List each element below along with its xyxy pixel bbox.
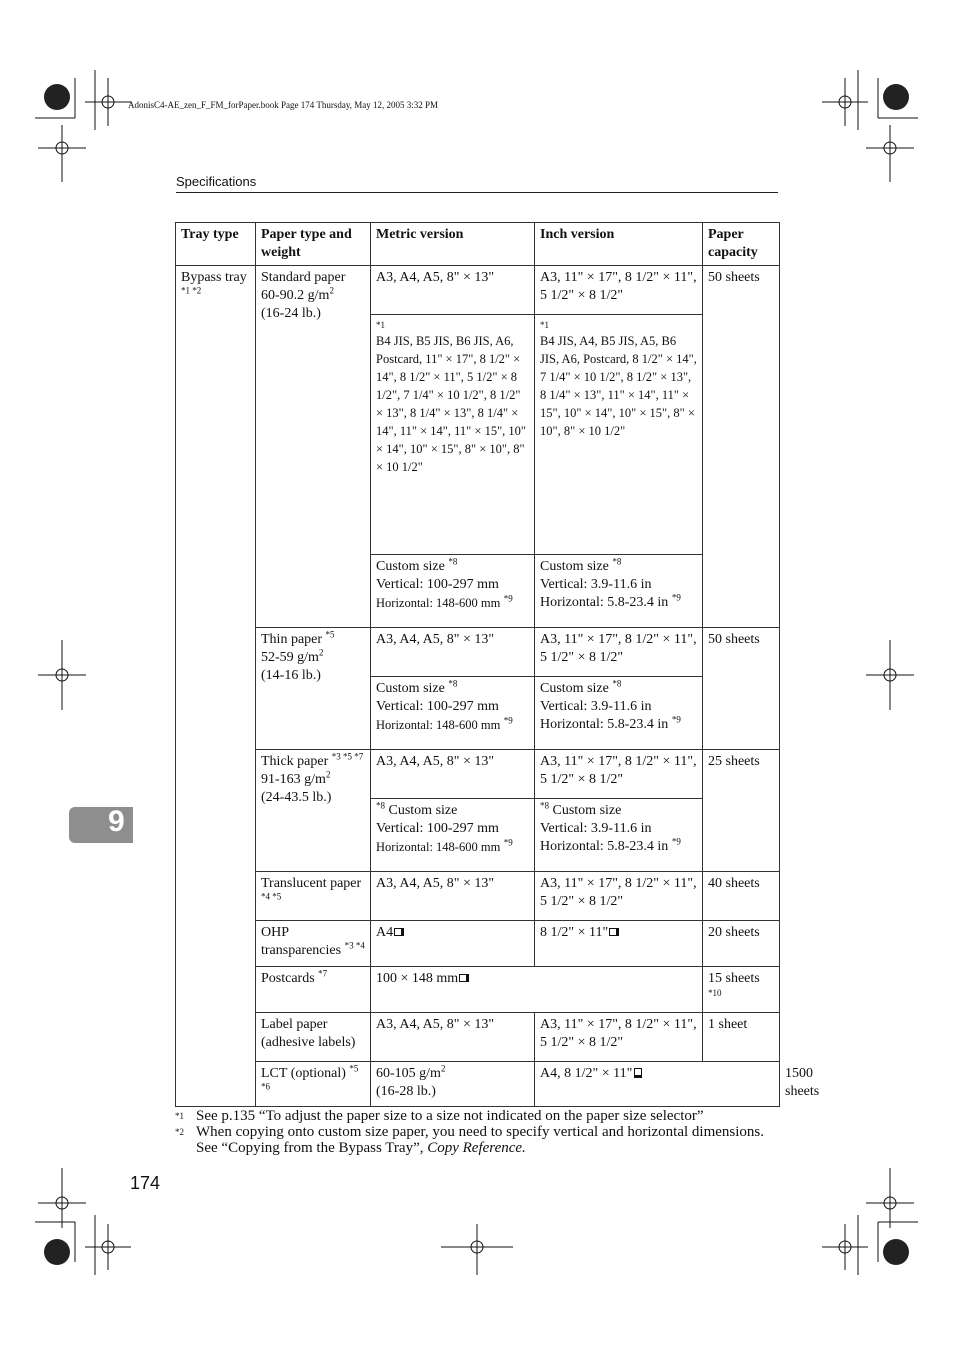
landscape-icon xyxy=(459,974,469,982)
header-metric: Metric version xyxy=(371,223,535,266)
footnote-1: *1 See p.135 “To adjust the paper size to a size not indicated on the paper size selector” xyxy=(175,1108,704,1124)
paper-postcards: Postcards $^{*7}$ xyxy=(256,967,371,1013)
standard-inch-extra: *1 B4 JIS, A4, B5 JIS, A5, B6 JIS, A6, Postcard, 8 1/2" × 14", 7 1/4" × 10 1/2", 8 1/2" × 13", 8 1/4" × 13", 11" × 14", 11" × 15", 10" × 14", 10" × 15", 8" × 10", 8" × 10 1/2" xyxy=(535,315,703,555)
standard-inch-sizes: A3, 11" × 17", 8 1/2" × 11", 5 1/2" × 8 1/2" xyxy=(535,266,703,315)
landscape-icon xyxy=(609,928,619,936)
standard-custom-inch: Custom size $^{*8}$ Vertical: 3.9-11.6 in Horizontal: 5.8-23.4 in $^{*9}$ xyxy=(535,555,703,628)
portrait-icon xyxy=(634,1068,642,1078)
paper-translucent: Translucent paper $^{*4 *5}$ xyxy=(256,872,371,921)
thick-custom-metric: $^{*8}$ Custom size Vertical: 100-297 mm Horizontal: 148-600 mm $^{*9}$ xyxy=(371,799,535,872)
paper-ohp: OHP transparencies $^{*3 *4}$ xyxy=(256,921,371,967)
paper-thin: Thin paper $^{*5}$ 52-59 $g/m^2$ (14-16 lb.) xyxy=(256,628,371,750)
thick-metric-sizes: A3, A4, A5, 8" × 13" xyxy=(371,750,535,799)
paper-spec-table: Tray type Paper type and weight Metric version Inch version Paper capacity Bypass tray $^{*1 *2}$ Standard paper 60-90.2 $g/m^2$ (16-24 lb.) A3, A4, A5, 8" × 13" A3, 11" × 17", 8 1/2" × 11", 5 1/2" × 8 1/2" 50 sheets *1 B4 JIS, B5 JIS, B6 JIS, A6, Postcard, 11" × 17", 8 1/2" × 14", 8 1/2" × 11", 5 1/2" × 8 1/2", 7 1/4" × 10 1/2", 8 1/2" × 13", 8 1/4" × 13", 8 1/4" × 14", 11" × 14", 11" × 15", 10" × 14", 10" × 15", 8" × 10", 8" × 10 1/2" *1 B4 JIS, A4, B5 JIS, A5, B6 JIS, A6, Postcard, 8 1/2" × 14", 7 1/4" × 10 1/2", 8 1/2" × 13", 8 1/4" × 13", 11" × 14", 11" × 15", 10" × 14", 10" × 15", 8" × 10", 8" × 10 1/2" Custom size $^{*8}$ Vertical: 100-297 mm Horizontal: 148-600 mm $^{*9}$ Custom size $^{*8}$ Vertical: 3.9-11.6 in Horizontal: 5.8-23.4 in $^{*9}$ Thin paper $^{*5}$ 52-59 $g/m^2$ (14-16 lb.) A3, A4, A5, 8" × 13" A3, 11" × 17", 8 1/2" × 11", 5 1/2" × 8 1/2" 50 sheets Custom size $^{*8}$ Vertical: 100-297 mm Horizontal: 148-600 mm $^{*9}$ Custom size $^{*8}$ Vertical: 3.9-11.6 in Horizontal: 5.8-23.4 in $^{*9}$ Thick paper $^{*3 *5 *7}$ 91-163 $g/m^2$ (24-43.5 lb.) A3, A4, A5, 8" × 13" A3, 11" × 17", 8 1/2" × 11", 5 1/2" × 8 1/2" 25 sheets $^{*8}$ Custom size Vertical: 100-297 mm Horizontal: 148-600 mm $^{*9}$ $^{*8}$ Custom size Vertical: 3.9-11.6 in Horizontal: 5.8-23.4 in $^{*9}$ Translucent paper $^{*4 *5}$ A3, A4, A5, 8" × 13" A3, 11" × 17", 8 1/2" × 11", 5 1/2" × 8 1/2" 40 sheets OHP transparencies $^{*3 *4}$ A4 8 1/2" × 11" 20 sheets Postcards $^{*7}$ 100 × 148 mm 15 sheets *10 Label paper (adhesive labels) A3, A4, A5, 8" × 13" A3, 11" × 17", 8 1/2" × 11", 5 1/2" × 8 1/2" 1 sheet LCT (optional) $^{*5 *6}$ 60-105 $g/m^2$ (16-28 lb.) A4, 8 1/2" × 11" 1500 sheets xyxy=(175,222,780,1107)
header-tray-type: Tray type xyxy=(176,223,256,266)
tray-bypass: Bypass tray $^{*1 *2}$ xyxy=(176,266,256,1107)
table-header-row xyxy=(176,223,780,266)
paper-standard: Standard paper 60-90.2 $g/m^2$ (16-24 lb.) xyxy=(256,266,371,628)
thin-metric-sizes: A3, A4, A5, 8" × 13" xyxy=(371,628,535,677)
lct-size: A4, 8 1/2" × 11" xyxy=(535,1062,780,1107)
label-inch-sizes: A3, 11" × 17", 8 1/2" × 11", 5 1/2" × 8 1/2" xyxy=(535,1013,703,1062)
print-info: AdonisC4-AE_zen_F_FM_forPaper.book Page 174 Thursday, May 12, 2005 3:32 PM xyxy=(128,100,438,110)
paper-lct-weight: 60-105 $g/m^2$ (16-28 lb.) xyxy=(371,1062,535,1107)
thin-custom-metric: Custom size $^{*8}$ Vertical: 100-297 mm Horizontal: 148-600 mm $^{*9}$ xyxy=(371,677,535,750)
thin-inch-sizes: A3, 11" × 17", 8 1/2" × 11", 5 1/2" × 8 1/2" xyxy=(535,628,703,677)
header-rule xyxy=(176,192,778,193)
translucent-inch-sizes: A3, 11" × 17", 8 1/2" × 11", 5 1/2" × 8 1/2" xyxy=(535,872,703,921)
ohp-inch: 8 1/2" × 11" xyxy=(535,921,703,967)
postcards-capacity: 15 sheets *10 xyxy=(703,967,780,1013)
ohp-capacity: 20 sheets xyxy=(703,921,780,967)
header-capacity: Paper capacity xyxy=(703,223,780,266)
translucent-metric-sizes: A3, A4, A5, 8" × 13" xyxy=(371,872,535,921)
standard-capacity: 50 sheets xyxy=(703,266,780,628)
header-paper-type: Paper type and weight xyxy=(256,223,371,266)
ohp-metric: A4 xyxy=(371,921,535,967)
footnote-2: *2 When copying onto custom size paper, you need to specify vertical and horizontal dimensions. See “Copying from the Bypass Tray”, Copy Reference. xyxy=(175,1124,764,1156)
standard-custom-metric: Custom size $^{*8}$ Vertical: 100-297 mm Horizontal: 148-600 mm $^{*9}$ xyxy=(371,555,535,628)
landscape-icon xyxy=(394,928,404,936)
chapter-number: 9 xyxy=(108,805,125,838)
paper-thick: Thick paper $^{*3 *5 *7}$ 91-163 $g/m^2$ (24-43.5 lb.) xyxy=(256,750,371,872)
page-number: 174 xyxy=(130,1173,161,1193)
label-capacity: 1 sheet xyxy=(703,1013,780,1062)
thick-capacity: 25 sheets xyxy=(703,750,780,872)
tray-lct: LCT (optional) $^{*5 *6}$ xyxy=(256,1062,371,1107)
thin-capacity: 50 sheets xyxy=(703,628,780,750)
paper-label: Label paper (adhesive labels) xyxy=(256,1013,371,1062)
translucent-capacity: 40 sheets xyxy=(703,872,780,921)
postcards-size: 100 × 148 mm xyxy=(371,967,703,1013)
running-head: Specifications xyxy=(176,174,257,189)
thick-inch-sizes: A3, 11" × 17", 8 1/2" × 11", 5 1/2" × 8 1/2" xyxy=(535,750,703,799)
label-metric-sizes: A3, A4, A5, 8" × 13" xyxy=(371,1013,535,1062)
standard-metric-sizes: A3, A4, A5, 8" × 13" xyxy=(371,266,535,315)
standard-metric-extra: *1 B4 JIS, B5 JIS, B6 JIS, A6, Postcard, 11" × 17", 8 1/2" × 14", 8 1/2" × 11", 5 1/2" × 8 1/2", 7 1/4" × 10 1/2", 8 1/2" × 13", 8 1/4" × 13", 8 1/4" × 14", 11" × 14", 11" × 15", 10" × 14", 10" × 15", 8" × 10", 8" × 10 1/2" xyxy=(371,315,535,555)
thin-custom-inch: Custom size $^{*8}$ Vertical: 3.9-11.6 in Horizontal: 5.8-23.4 in $^{*9}$ xyxy=(535,677,703,750)
footnotes xyxy=(175,1108,779,1156)
thick-custom-inch: $^{*8}$ Custom size Vertical: 3.9-11.6 in Horizontal: 5.8-23.4 in $^{*9}$ xyxy=(535,799,703,872)
header-inch: Inch version xyxy=(535,223,703,266)
copy-reference-link: Copy Reference. xyxy=(427,1140,526,1156)
